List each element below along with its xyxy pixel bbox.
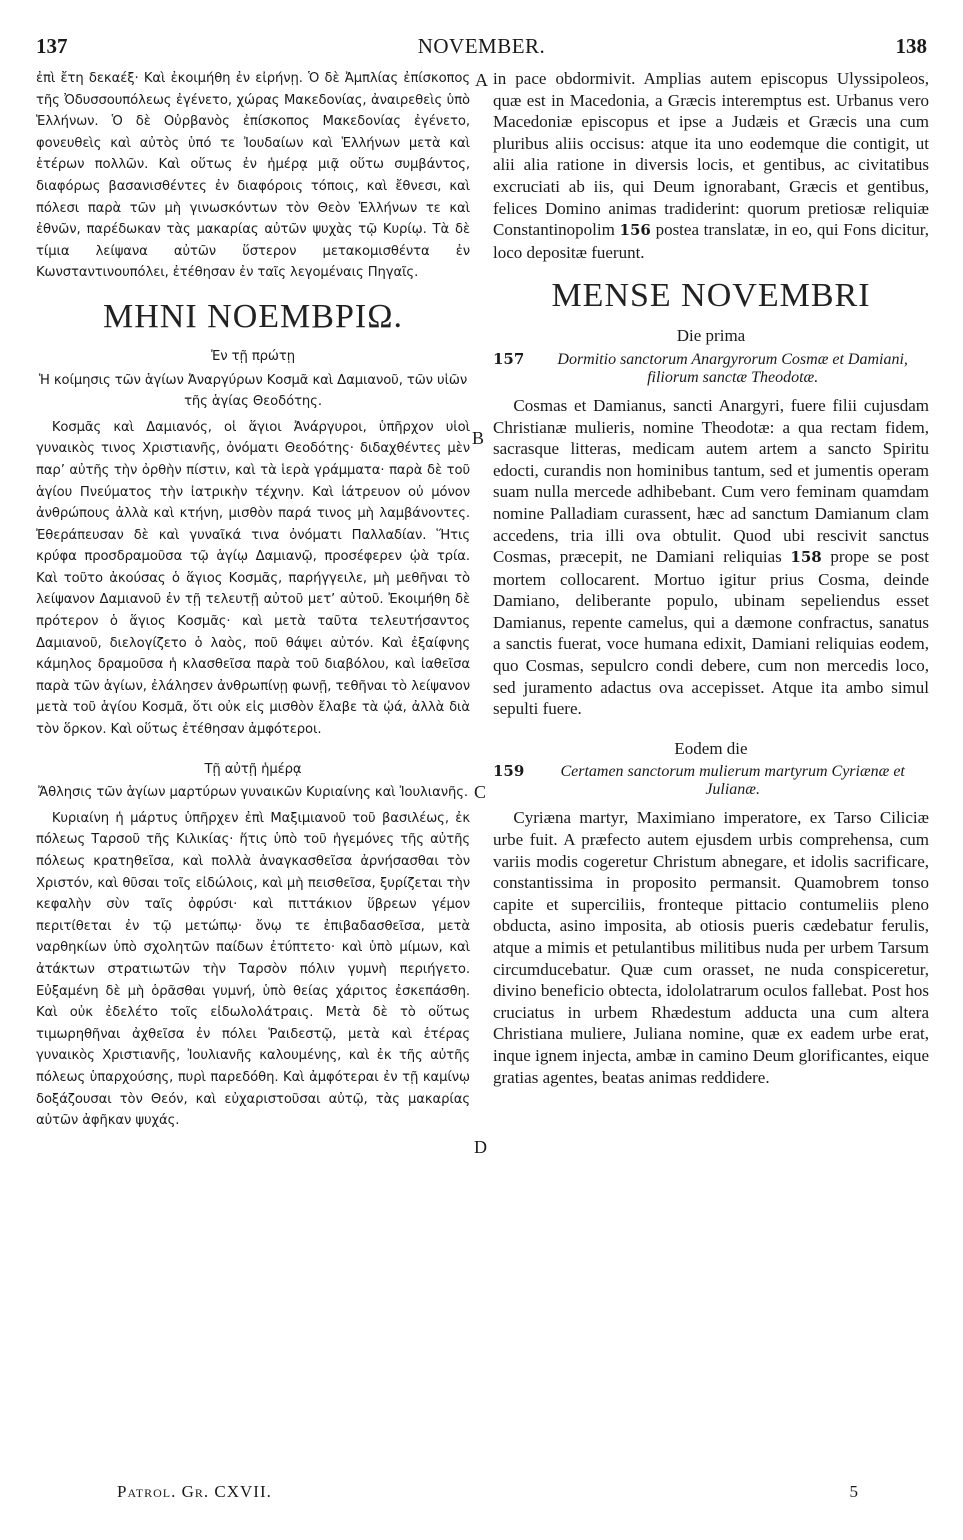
marginal-number-156: 156 (619, 221, 651, 240)
margin-letter-d: D (474, 1137, 487, 1157)
marginal-number-158: 158 (790, 548, 822, 567)
page-number-left: 137 (36, 34, 68, 58)
greek-day2-title: Ἄθλησις τῶν ἁγίων μαρτύρων γυναικῶν Κυριαίνης καὶ Ἰουλιανῆς. (38, 785, 468, 801)
margin-letter-c: C (474, 782, 487, 802)
latin-entry2-title: Certamen sanctorum mulierum martyrum Cyriænæ et Julianæ. (560, 763, 905, 799)
latin-day1-heading: Die prima (676, 326, 746, 346)
margin-letter-a: A (475, 70, 488, 90)
latin-entry2-text: Cyriæna martyr, Maximiano imperatore, ex Tarso Ciliciæ urbe fuit. A præfecto autem ejusdem urbis comprehensa, cum variis modis cogeretur Christum abnegare, et idolis sacrificare, constantissima in proposito permansit. Quamobrem tonso capite et superciliis, fronteque pittacio contumeliis pleno obducta, asino imposita, ab otiosis pueris cædebatur ferulis, atque a mimis et petulantibus militibus nuda per urbem Tarsum circumducebatur. Quæ cum orasset, ne nuda conspiceretur, divino beneficio obtecta, idololatrarum oculos fallebat. Post hos cruciatus in urbem Rhædestum adducta una cum altera Christiana muliere, Juliana nomine, quæ ex eadem urbe erat, inque ignem injecta, ambæ in camino Deum glorificantes, eique gratias agentes, beatas animas reddidere. (493, 808, 929, 1087)
greek-day1-heading: Ἐν τῇ πρώτῃ (211, 348, 295, 364)
page-number-right: 138 (895, 34, 927, 58)
latin-month-heading: MENSE NOVEMBRI (551, 277, 871, 315)
latin-intro-paragraph: in pace obdormivit. Amplias autem episcopus Ulyssipoleos, quæ est in Macedonia, a Græcis interemptus est. Urbanus vero Macedoniæ episcopus et ipse a Judæis et Græcis una cum pluribus aliis occisus: atque ita uno eodemque die contigit, ut alii alia ratione in diversis locis, et gentibus, ac civitatibus excruciati ab iis, qui Deum ignorabant, Græcis et gentibus, felices Domino animas tradiderint: quorum pretiosæ reliquiæ Constantinopolim 156 postea translatæ, in eo, qui Fons dicitur, loco depositæ fuerunt. (493, 69, 930, 262)
running-title: NOVEMBER. (417, 34, 546, 58)
latin-entry2-title-block (493, 761, 929, 799)
footer-sheet-number: 5 (849, 1482, 859, 1501)
entry-number-157: 157 (493, 349, 525, 368)
greek-month-heading: ΜΗΝΙ ΝΟΕΜΒΡΙΩ. (103, 297, 403, 335)
latin-day2-heading: Eodem die (674, 738, 748, 758)
latin-entry1-title-block (493, 349, 929, 387)
latin-entry1-title: Dormitio sanctorum Anargyrorum Cosmæ et Damiani, filiorum sanctæ Theodotæ. (557, 350, 908, 386)
greek-column (36, 68, 470, 1132)
footer-signature: Patrol. Gr. CXVII. (117, 1482, 272, 1501)
greek-intro-paragraph: ἐπὶ ἔτη δεκαέξ· Καὶ ἐκοιμήθη ἐν εἰρήνῃ. Ὁ δὲ Ἀμπλίας ἐπίσκοπος τῆς Ὀδυσσουπόλεως ἐγένετο, χώρας Μακεδονίας, ἀναιρεθεὶς ὑπὸ Ἑλλήνων. Ὁ δὲ Οὐρβανὸς ἐπίσκοπος Μακεδονίας ἐγένετο, φονευθεὶς καὶ αὐτὸς ὑπό τε Ἰουδαίων καὶ Ἑλλήνων μετὰ καὶ ἑτέρων πολλῶν. Καὶ οὕτως ἐν ἡμέρᾳ μιᾷ οὕτω συμβάντος, διαφόρως βασανισθέντες ἐν διαφόροις τόποις, καὶ ἔθνεσι, καὶ πόλεσι παρὰ τῶν μὴ γινωσκόντων τὸν Θεὸν Ἑλλήνων τε καὶ ἐθνῶν, παρέδωκαν τὰς μακαρίας αὐτῶν ψυχὰς τῷ Κυρίῳ. Τὰ δὲ τίμια λείψανα αὐτῶν ὕστερον μετακομισθέντα ἐν Κωνσταντινουπόλει, ἐτέθησαν ἐν ταῖς λεγομέναις Πηγαῖς. (36, 71, 470, 281)
greek-day2-heading: Τῇ αὐτῇ ἡμέρᾳ (204, 761, 302, 777)
greek-day1-text: Κοσμᾶς καὶ Δαμιανός, οἱ ἅγιοι Ἀνάργυροι, ὑπῆρχον υἱοὶ γυναικὸς τινος Χριστιανῆς, ὀνόματι Θεοδότης· διδαχθέντες μὲν παρ’ αὐτῆς τὴν ὀρθὴν πίστιν, καὶ τὰ ἱερὰ γράμματα· παρὰ δὲ τοῦ ἁγίου Πνεύματος τὴν ἰατρικὴν τέχνην. Καὶ ἰάτρευον οὐ μόνον ἀνθρώπους ἀλλὰ καὶ κτήνη, μισθὸν παρά τινος μὴ λαμβάνοντες. Ἐθεράπευσαν δὲ καὶ γυναῖκά τινα ὀνόματι Παλλαδίαν. Ἥτις κρύφα προσδραμοῦσα τῷ ἁγίῳ Δαμιανῷ, προσέφερεν ᾠὰ τρία. Καὶ τοῦτο ἀκούσας ὁ ἅγιος Κοσμᾶς, παρήγγειλε, μὴ μεθῆναι τὸ λείψανον Δαμιανοῦ ἐν τῇ τελευτῇ αὐτοῦ μετ’ αὐτοῦ. Ἐκοιμήθη δὲ πρότερον ὁ ἅγιος Κοσμᾶς· καὶ μετὰ ταῦτα τελευτήσαντος Δαμιανοῦ, διελογίζετο ὁ λαὸς, ποῦ θάψει αὐτόν. Καὶ ἐξαίφνης κάμηλος δραμοῦσα ἡ κλασθεῖσα παρὰ τοῦ διαβόλου, καὶ ἰαθεῖσα παρὰ τῶν ἁγίων, ἐλάλησεν ἀνθρωπίνῃ φωνῇ, τεθῆναι τὸ λείψανον μετὰ τοῦ ἁγίου Κοσμᾶ, ὅτι οὐκ εἰς μισθὸν ἔλαβε τὰ ᾠά, ἀλλὰ διὰ τὸν ὅρκον. Καὶ οὕτως ἐτέθησαν ἀμφότεροι. (36, 419, 470, 738)
greek-day1-title: Ἡ κοίμησις τῶν ἁγίων Ἀναργύρων Κοσμᾶ καὶ Δαμιανοῦ, τῶν υἱῶν τῆς ἁγίας Θεοδότης. (38, 372, 468, 410)
margin-letter-b: B (472, 428, 485, 448)
greek-day2-text: Κυριαίνη ἡ μάρτυς ὑπῆρχεν ἐπὶ Μαξιμιανοῦ τοῦ βασιλέως, ἐκ πόλεως Ταρσοῦ τῆς Κιλικίας· ἥτις ὑπὸ τοῦ ἡγεμόνες τῆς αὐτῆς πόλεως κρατηθεῖσα, καὶ πολλὰ ἀναγκασθεῖσα ἀρνήσασθαι τὸν Χριστόν, καὶ θῦσαι τοῖς εἰδώλοις, καὶ μὴ πεισθεῖσα, ξυρίζεται τὴν κεφαλὴν σὺν ταῖς ὀφρύσι· καὶ πιττάκιον ὕβρεων γέμον περιτίθεται ἐν τῷ μετώπῳ· ὄνῳ τε ἐπιβαδασθεῖσα, μετὰ ναρθηκίων ὑπὸ σχολητῶν παίδων ἐτύπτετο· καὶ ὑπὸ μίμων, καὶ ἀτάκτων στρατιωτῶν τὴν Ταρσὸν πόλιν γυμνὴ περιήγετο. Εὐξαμένη δὲ μὴ ὁρᾶσθαι γυμνή, ὑπὸ θείας χάριτος ἐσκεπάσθη. Καὶ οὐκ ἐδελέτο τοῖς εἰδωλολάτραις. Μετὰ δὲ τὸ οὕτως τιμωρηθῆναι ἀχθεῖσα ἐν πόλει Ῥαιδεστῷ, μετὰ καὶ ἑτέρας γυναικὸς Χριστιανῆς, Ἰουλιανῆς καλουμένης, καὶ ἐκ τῆς αὐτῆς πόλεως ὑπαρχούσης, πυρὶ παρεδόθη. Καὶ ἀμφότεραι ἐν τῇ καμίνῳ δοξάζουσαι τὸν Θεόν, καὶ εὐχαριστοῦσαι αὐτῷ, τὰς μακαρίας αὐτῶν ἀφῆκαν ψυχάς. (36, 810, 470, 1129)
entry-number-159: 159 (493, 762, 525, 781)
latin-column (493, 68, 929, 1088)
latin-entry1-text: Cosmas et Damianus, sancti Anargyri, fuere filii cujusdam Christianæ mulieris, nomine Theodotæ: a qua rectam fidem, sacrasque litteras, medicam autem artem a sancto Spiritu edocti, curandis non hominibus tantum, sed et jumentis operam suam nulla mercede adhibebant. Cum vero feminam quamdam nomine Palladiam curassent, hæc ad sanctum Damianum clam accedens, tria illi ova obtulit. Quod ubi rescivit sanctus Cosmas, præcepit, ne Damiani reliquias 158 prope se post mortem collocarent. Mortuo igitur prius Cosma, deinde Damiano, deliberante populo, ubinam sepeliendus esset Damianus, repente camelus, qui a dæmone confractus, sanatus a sanctis fuerat, voce humana edixit, Damiani reliquias eodem, quo Cosmas, sepulcro condi debere, cum non mercedis loco, sed juramento adactus ova accepisset. Atque ita ambo simul sepulti fuere. (493, 395, 929, 719)
